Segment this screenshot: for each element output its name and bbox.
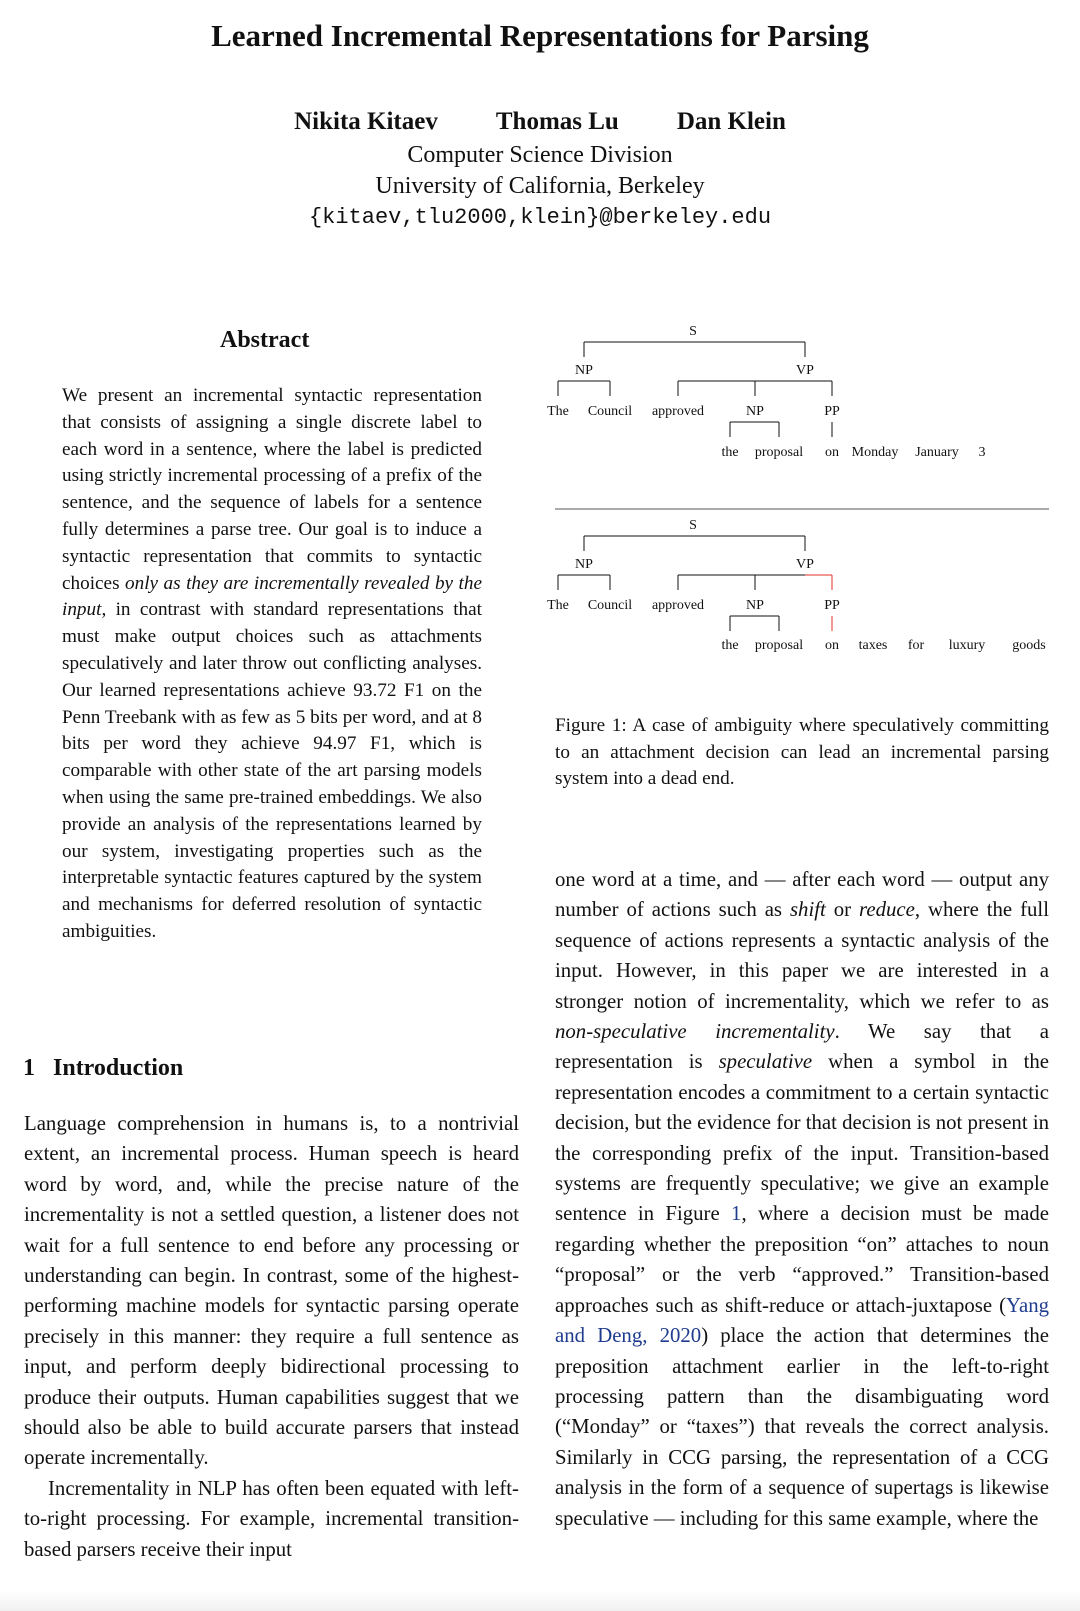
author-name: Thomas Lu: [495, 108, 619, 135]
word-label: 3: [978, 445, 986, 460]
node-label: S: [689, 324, 697, 339]
body-text: when a symbol in the representation encodes a commitment to a certain syntactic decision, but the evidence for that decision is not present in the corresponding prefix of the input. Transition-based systems are frequently speculative; we give an example sentence in Figure: [555, 1050, 1049, 1226]
figure-caption: Figure 1: A case of ambiguity where speculatively committing to an attachment decision can lead an incremental parsing system into a dead end.: [555, 715, 1049, 789]
word-label: Council: [587, 598, 633, 613]
intro-paragraph: Incrementality in NLP has often been equated with left-to-right processing. For example, incremental transition-based parsers receive their input: [24, 1476, 519, 1561]
affiliation-university: University of California, Berkeley: [375, 173, 705, 199]
word-label: proposal: [754, 638, 804, 653]
word-label: The: [547, 598, 569, 613]
node-label: NP: [746, 404, 764, 419]
author-name: Dan Klein: [676, 108, 786, 135]
node-label: PP: [824, 404, 840, 419]
author-name: Nikita Kitaev: [294, 108, 438, 135]
figure-parse-trees: [547, 322, 1049, 653]
word-label: approved: [651, 404, 705, 419]
abstract-text: We present an incremental syntactic representation that consists of assigning a single discrete label to each word in a sentence, where the label is predicted using strictly incremental processing of a prefix of the sentence, and the sequence of labels for a sentence fully determines a parse tree. Our goal is to induce a syntactic representation that commits to syntactic choices: [62, 385, 482, 594]
node-label: NP: [575, 363, 593, 378]
parse-tree-2: [547, 518, 1046, 653]
word-label: Council: [587, 404, 633, 419]
node-label: S: [689, 518, 697, 533]
author-email: {kitaev,tlu2000,klein}@berkeley.edu: [308, 205, 772, 230]
affiliation-division: Computer Science Division: [407, 142, 673, 168]
abstract-heading: Abstract: [220, 327, 310, 353]
word-label: for: [907, 638, 925, 653]
body-text: ) place the action that determines the preposition attachment earlier in the left-to-right processing pattern than the disambiguating word (“Monday” or “taxes”) that reveals the correct analysis. Similarly in CCG parsing, the representation of a CCG analysis in the form of a sequence of supertags is likewise speculative — including for this same example, where the: [555, 1324, 1049, 1530]
section-number: 1: [23, 1055, 35, 1081]
word-label: Monday: [851, 445, 899, 460]
body-text: or: [825, 898, 860, 922]
word-label: on: [825, 445, 839, 460]
term-reduce: reduce: [859, 898, 915, 922]
abstract-text: , in contrast with standard representations that must make output choices such as attachments speculatively and later throw out conflicting analyses. Our learned representations achieve 93.72 F1 on the Penn Treebank with as few as 5 bits per word, and at 8 bits per word they achieve 94.97 F1, which is comparable with other state of the art parsing models when using the same pre-trained embeddings. We also provide an analysis of the representations learned by our system, investigating properties such as the interpretable syntactic features captured by the system and mechanisms for deferred resolution of syntactic ambiguities.: [62, 599, 482, 942]
introduction-body: [24, 1109, 519, 1565]
word-label: proposal: [754, 445, 804, 460]
body-text: , where a decision must be made regarding whether the preposition “on” attaches to noun “proposal” or the verb “approved.” Transition-based approaches such as shift-reduce or attach-juxtapose (: [555, 1202, 1049, 1317]
intro-continuation: [555, 865, 1049, 1534]
word-label: approved: [651, 598, 705, 613]
paper-title: Learned Incremental Representations for Parsing: [211, 18, 869, 53]
page-bottom-shadow: [0, 1591, 1080, 1611]
word-label: goods: [1012, 638, 1046, 653]
node-label: PP: [824, 598, 840, 613]
body-text: . We say that a representation is: [555, 1020, 1050, 1074]
word-label: luxury: [948, 638, 986, 653]
term-speculative: speculative: [718, 1050, 813, 1074]
word-label: taxes: [858, 638, 888, 653]
section-title: Introduction: [53, 1055, 184, 1081]
term-non-speculative: non-speculative incrementality: [555, 1020, 835, 1044]
node-label: VP: [796, 363, 814, 378]
word-label: on: [825, 638, 839, 653]
word-label: the: [721, 445, 739, 460]
abstract-emphasis: only as they are incrementally revealed by the input: [62, 572, 482, 621]
node-label: VP: [796, 557, 814, 572]
node-label: NP: [575, 557, 593, 572]
word-label: the: [721, 638, 739, 653]
node-label: NP: [746, 598, 764, 613]
abstract-body: [62, 383, 482, 946]
body-text: , where the full sequence of actions represents a syntactic analysis of the input. However, in this paper we are interested in a stronger notion of incrementality, which we refer to as: [555, 898, 1049, 1013]
parse-tree-1: [547, 324, 985, 460]
body-text: one word at a time, and — after each word — output any number of actions such as: [555, 868, 1049, 922]
figure-reference-link[interactable]: 1: [731, 1202, 742, 1226]
word-label: January: [915, 445, 959, 460]
section-heading: [23, 1055, 183, 1082]
author-list: [0, 108, 1080, 136]
citation-link[interactable]: Yang and Deng, 2020: [555, 1293, 1049, 1348]
term-shift: shift: [789, 898, 826, 922]
intro-paragraph: Language comprehension in humans is, to a nontrivial extent, an incremental process. Human speech is heard word by word, and, while the precise nature of the incrementality is not a settled question, a listener does not wait for a full sentence to end before any processing or understanding can begin. In contrast, some of the highest-performing machine models for syntactic parsing operate precisely in this manner: they require a full sentence as input, and perform deeply bidirectional processing to produce their outputs. Human capabilities suggest that we should also be able to build accurate parsers that instead operate incrementally.: [24, 1112, 519, 1470]
word-label: The: [547, 404, 569, 419]
